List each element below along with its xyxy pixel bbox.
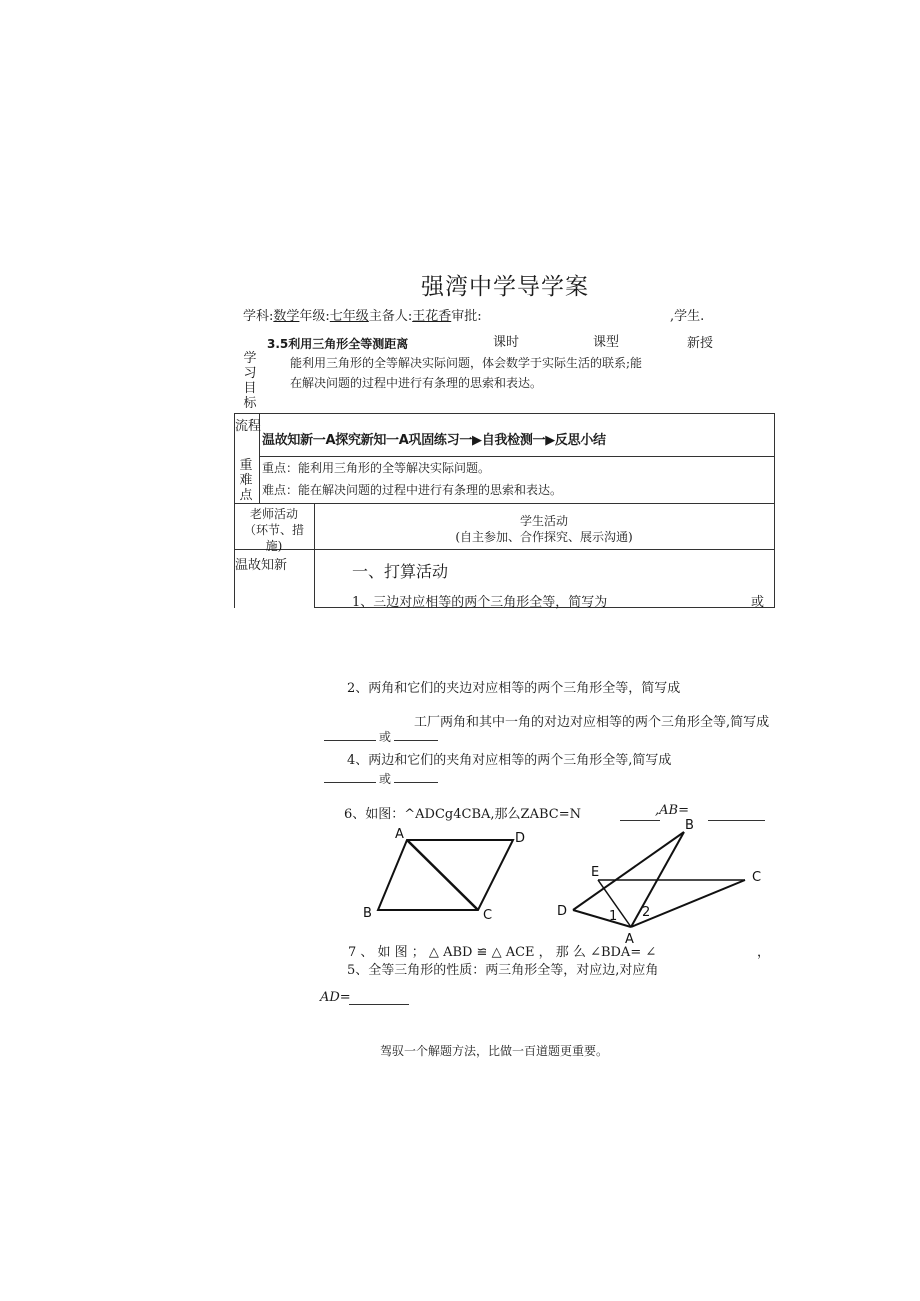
answer-blank[interactable] bbox=[324, 740, 376, 741]
question-1-or: 或 bbox=[751, 595, 765, 610]
answer-blank[interactable] bbox=[349, 992, 409, 1005]
preparer-label: 主备人: bbox=[368, 309, 413, 324]
table-line bbox=[234, 413, 774, 414]
question-4-blanks bbox=[324, 770, 438, 787]
difficult-point: 难点：能在解决问题的过程中进行有条理的思索和表达。 bbox=[262, 483, 563, 497]
goals-line1: 能利用三角形的全等解决实际问题，体会数学于实际生活的联系;能 bbox=[290, 356, 643, 370]
subject-value: 数学 bbox=[273, 309, 300, 324]
figure1-label: D bbox=[515, 831, 526, 846]
question-7-end: ， bbox=[757, 945, 771, 960]
subject-label: 学科: bbox=[243, 309, 274, 324]
figure2-label: E bbox=[591, 865, 600, 880]
keypoints-label: 重难点 bbox=[239, 458, 253, 503]
period-label: 课时 bbox=[493, 335, 520, 350]
question-7: 7 、 如 图 ； △ ABD ≌ △ ACE ， 那 么 ∠BDA= ∠ bbox=[348, 945, 657, 960]
figure1-label: A bbox=[395, 827, 404, 842]
answer-blank[interactable] bbox=[394, 782, 438, 783]
figure2-label: D bbox=[557, 904, 568, 919]
goals-line2: 在解决问题的过程中进行有条理的思索和表达。 bbox=[290, 376, 543, 390]
question-3: 工厂两角和其中一角的对边对应相等的两个三角形全等,简写成 bbox=[414, 715, 770, 730]
type-value: 新授 bbox=[687, 336, 714, 351]
section-row-label: 温故知新 bbox=[235, 558, 288, 573]
question-4: 4、两边和它们的夹角对应相等的两个三角形全等,简写成 bbox=[347, 753, 672, 768]
figure-parallelogram bbox=[355, 825, 530, 925]
figure2-label: 1 bbox=[609, 909, 618, 924]
goals-label: 学习目标 bbox=[243, 351, 257, 411]
header-meta bbox=[243, 305, 482, 324]
page-title: 强湾中学导学案 bbox=[421, 274, 589, 300]
question-1: 1、三边对应相等的两个三角形全等，简写为 bbox=[352, 595, 608, 610]
figure2-label: C bbox=[752, 870, 762, 885]
question-6: 6、如图：^ADCg4CBA,那么ZABC=N bbox=[344, 807, 581, 822]
teacher-col-line2: （环节、措 bbox=[243, 523, 304, 537]
teacher-col-line3: 施) bbox=[265, 539, 283, 553]
section-heading: 一、打算活动 bbox=[352, 562, 449, 581]
figure-triangles bbox=[555, 815, 770, 945]
ad-label: AD= bbox=[320, 990, 351, 1005]
table-line bbox=[234, 503, 774, 504]
figure1-label: C bbox=[483, 908, 493, 923]
answer-blank[interactable] bbox=[394, 740, 438, 741]
flow-label: 流程 bbox=[235, 419, 262, 434]
question-5: 5、全等三角形的性质：两三角形全等，对应边,对应角 bbox=[347, 963, 659, 978]
question-6-ab: ,AB= bbox=[655, 803, 689, 818]
grade-value: 七年级 bbox=[329, 309, 369, 324]
question-3-blanks bbox=[324, 728, 438, 745]
preparer-value: 王花香 bbox=[412, 309, 452, 324]
student-col-line2: (自主参加、合作探究、展示沟通) bbox=[455, 530, 633, 544]
teacher-col-line1: 老师活动 bbox=[249, 507, 298, 521]
table-line bbox=[774, 413, 775, 608]
type-label: 课型 bbox=[593, 335, 620, 350]
lesson-topic: 3.5利用三角形全等测距离 bbox=[267, 337, 409, 351]
figure2-label: B bbox=[685, 818, 694, 833]
reviewer-label: 审批: bbox=[451, 309, 482, 324]
question-4-or: 或 bbox=[379, 772, 392, 786]
figure1-label: B bbox=[363, 906, 372, 921]
student-label: ,学生. bbox=[670, 309, 705, 324]
diagonal-ac bbox=[407, 840, 478, 910]
flow-text: 温故知新一A探究新知一A巩固练习一▶自我检测一▶反思小结 bbox=[262, 433, 606, 448]
table-line bbox=[234, 549, 774, 550]
segment-bd bbox=[573, 832, 684, 910]
key-point: 重点：能利用三角形的全等解决实际问题。 bbox=[262, 461, 491, 475]
segment-da bbox=[573, 910, 631, 927]
grade-label: 年级: bbox=[299, 309, 330, 324]
student-col-line1: 学生活动 bbox=[519, 514, 568, 528]
question-3-or: 或 bbox=[379, 730, 392, 744]
figure2-label: A bbox=[625, 932, 634, 947]
answer-blank[interactable] bbox=[324, 782, 376, 783]
question-2: 2、两角和它们的夹边对应相等的两个三角形全等，简写成 bbox=[347, 681, 681, 696]
motto: 驾驭一个解题方法，比做一百道题更重要。 bbox=[380, 1044, 609, 1058]
parallelogram-shape bbox=[378, 840, 513, 910]
table-line bbox=[259, 456, 774, 457]
table-line bbox=[234, 413, 235, 608]
figure2-label: 2 bbox=[642, 905, 651, 920]
